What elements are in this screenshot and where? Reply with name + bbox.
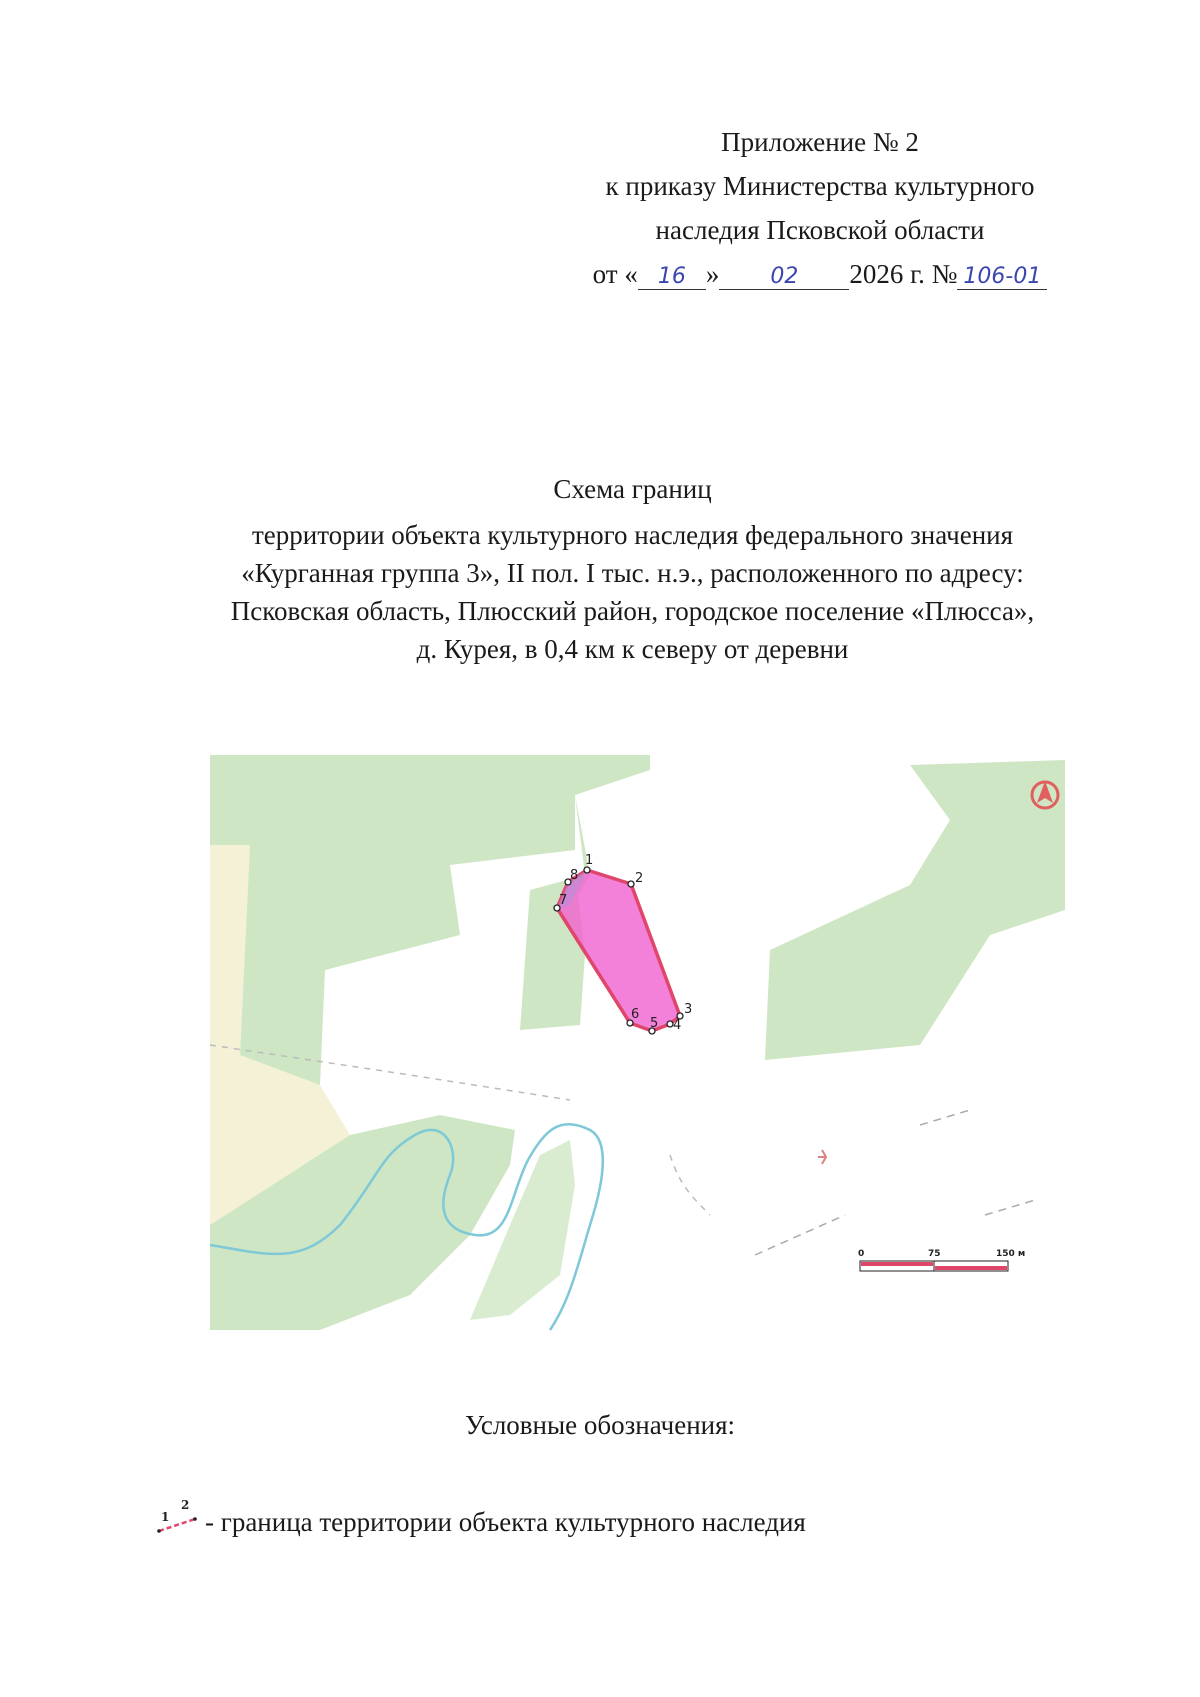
scale-label-75: 75: [928, 1249, 941, 1259]
title-line-3: «Курганная группа 3», II пол. I тыс. н.э., расположенного по адресу:: [241, 558, 1024, 588]
scale-label-0: 0: [858, 1249, 865, 1259]
boundary-map: [210, 755, 1065, 1335]
day-field: [638, 259, 706, 290]
scale-label-150: 150 м: [996, 1249, 1026, 1259]
vertex-label-4: 4: [673, 1018, 682, 1033]
title-line-4: Псковская область, Плюсский район, городское поселение «Плюсса»,: [230, 596, 1035, 626]
vertex-label-3: 3: [684, 1002, 693, 1017]
order-date-line: [560, 252, 1080, 296]
document-title: [160, 470, 1105, 668]
title-line-2: территории объекта культурного наследия федерального значения: [251, 520, 1014, 550]
vertex-label-7: 7: [559, 893, 568, 908]
title-heading: Схема границ: [553, 474, 712, 504]
order-line: к приказу Министерства культурного: [605, 171, 1035, 201]
vertex-2: [628, 881, 634, 887]
sample-label-2: 2: [181, 1498, 190, 1512]
boundary-line-sample: [155, 1495, 203, 1540]
number-handwritten: 106-01: [963, 264, 1042, 289]
vertex-label-2: 2: [635, 871, 644, 886]
appendix-header: [560, 120, 1080, 296]
appendix-number: Приложение № 2: [721, 127, 919, 157]
vertex-label-5: 5: [650, 1016, 659, 1031]
year-text: 2026 г. №: [849, 259, 958, 289]
ministry-line: наследия Псковской области: [655, 215, 985, 245]
legend-item-boundary: [155, 1495, 955, 1545]
day-handwritten: 16: [657, 264, 686, 289]
legend-boundary-text: - граница территории объекта культурного наследия: [205, 1507, 806, 1537]
title-line-5: д. Курея, в 0,4 км к северу от деревни: [416, 634, 849, 664]
month-field: [719, 259, 849, 290]
vertex-label-6: 6: [631, 1007, 640, 1022]
vertex-label-1: 1: [585, 853, 594, 868]
month-handwritten: 02: [770, 264, 799, 289]
date-prefix: от «: [592, 259, 638, 289]
vertex-label-8: 8: [570, 868, 579, 883]
sample-label-1: 1: [161, 1510, 170, 1524]
date-mid: »: [705, 259, 720, 289]
legend-title: Условные обозначения:: [464, 1410, 736, 1440]
number-field: [957, 259, 1047, 290]
